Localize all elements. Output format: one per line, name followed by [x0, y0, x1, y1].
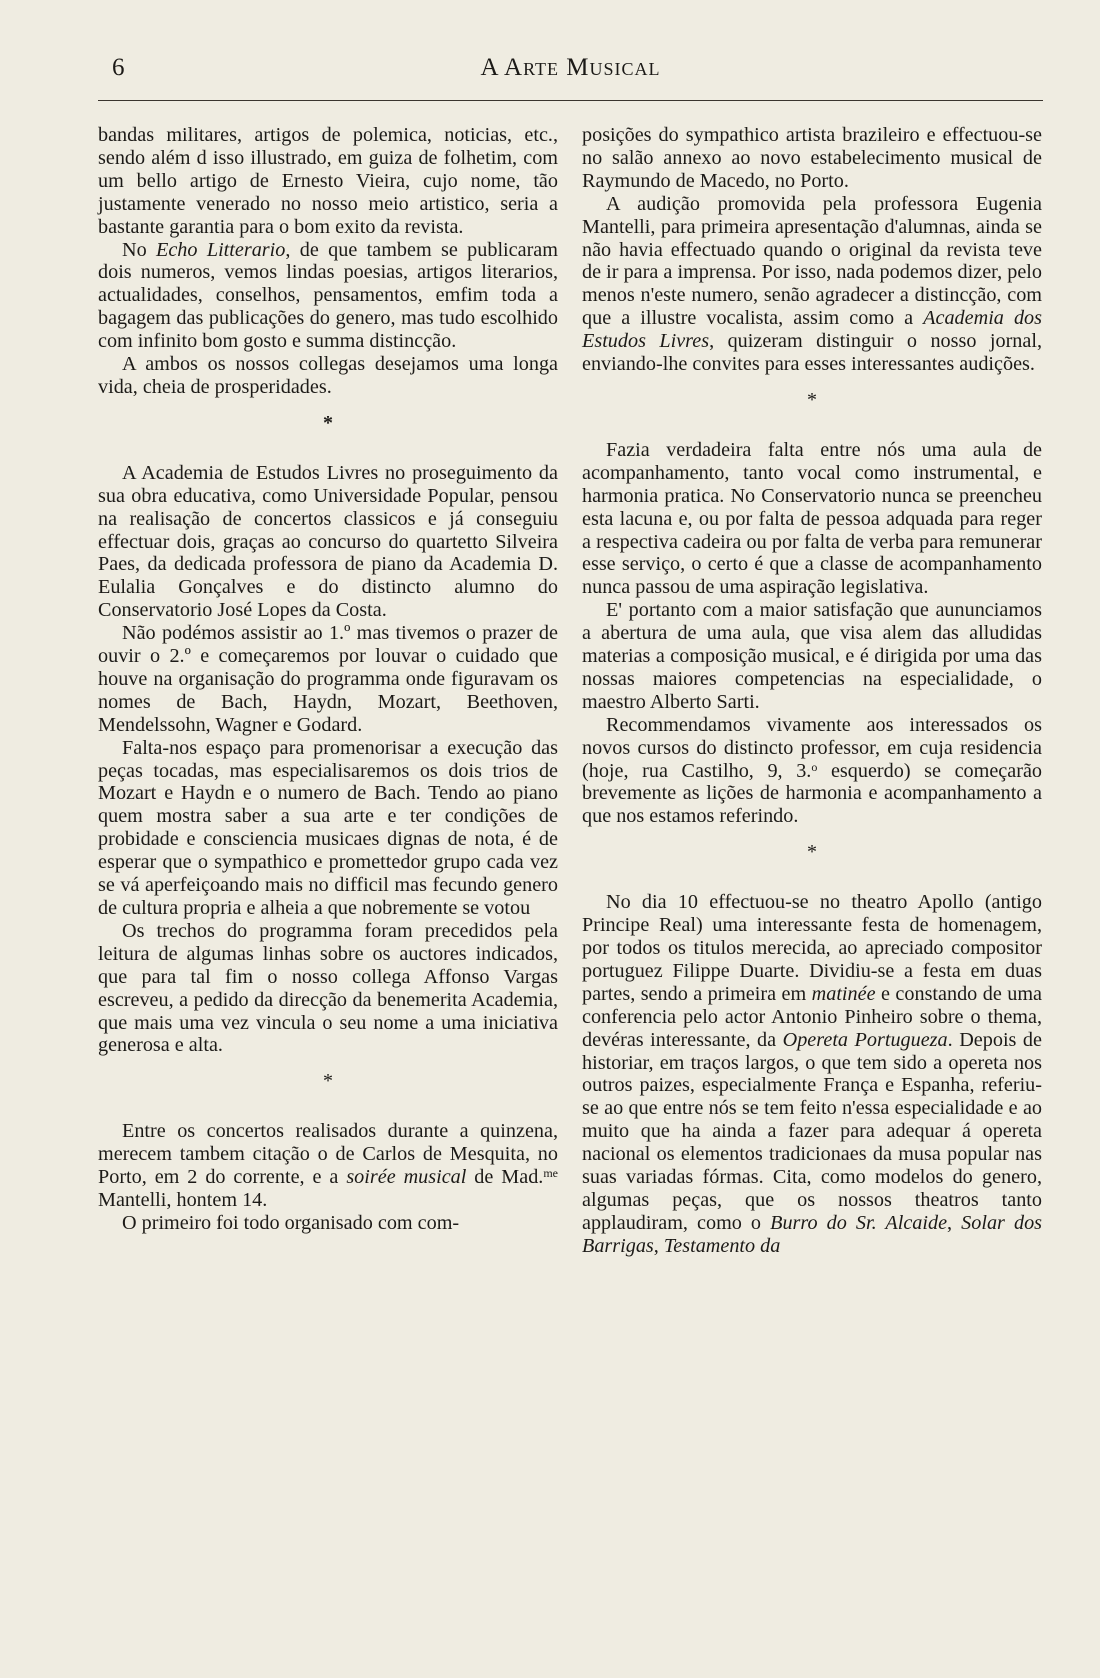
- paragraph: [582, 714, 1042, 829]
- text-run: A audição promovida pela professora Eugenia Mantelli, para primeira apresentação d'alumnas, ainda se não havia effectuado quando o original da revista teve de ir para a imprensa. Por isso, nada podemos dizer, pelo menos n'este numero, senão agradecer a distincção, com que a illustre vocalista, assim como a: [582, 192, 1042, 330]
- section-separator: *: [323, 411, 333, 434]
- play-title: Burro do Sr. Alcaide: [770, 1211, 948, 1234]
- text-run: , quizeram distinguir o nosso jornal, enviando-lhe convites para esses interessantes audições.: [582, 330, 1043, 376]
- paragraph: [98, 239, 558, 354]
- play-title: Solar dos Barrigas: [582, 1211, 1043, 1257]
- text-run: Recommendamos vivamente aos interessados os novos cursos do distincto professor, em cuja residencia (hoje, rua Castilho, 9, 3.: [582, 713, 1042, 782]
- paragraph: A ambos os nossos collegas desejamos uma longa vida, cheia de prosperidades.: [98, 353, 558, 398]
- text-run: Mantelli, hontem 14.: [98, 1188, 268, 1211]
- superscript: me: [543, 1166, 559, 1181]
- paragraph: posições do sympathico artista brazileiro e effectuou-se no salão annexo ao novo estabelecimento musical de Raymundo de Macedo, no Porto.: [582, 124, 1042, 192]
- paragraph: Não podémos assistir ao 1.º mas tivemos o prazer de ouvir o 2.º e começaremos por louvar o cuidado que houve na organisação do programma onde figuravam os nomes de Bach, Haydn, Mozart, Beethoven, Mendelssohn, Wagner e Godard.: [98, 622, 558, 736]
- right-column: [582, 124, 1042, 1258]
- section-separator: *: [807, 841, 817, 864]
- paragraph: O primeiro foi todo organisado com com-: [122, 1211, 460, 1234]
- italic-term: Opereta Portugueza: [782, 1028, 948, 1051]
- text-run: ,: [653, 1234, 664, 1257]
- paragraph: Os trechos do programma foram precedidos pela leitura de algumas linhas sobre os auctores indicados, que para tal fim o nosso collega Affonso Vargas escreveu, a pedido da direcção da benemerita Academia, que mais uma vez vincula o seu nome a uma iniciativa generosa e alta.: [98, 919, 558, 1057]
- italic-term: matinée: [811, 982, 876, 1005]
- text-run: , de que tambem se publicaram dois numeros, vemos lindas poesias, artigos literarios, actualidades, conselhos, pensamentos, emfim toda a bagagem das publicações do genero, mas tudo escolhido com infinito bom gosto e summa distincção.: [98, 238, 558, 353]
- paragraph: bandas militares, artigos de polemica, noticias, etc., sendo além d isso illustrado, em guiza de folhetim, com um bello artigo de Ernesto Vieira, cujo nome, tão justamente venerado no nosso meio artistico, seria a bastante garantia para o bom exito da revista.: [98, 124, 558, 238]
- paragraph: Fazia verdadeira falta entre nós uma aula de acompanhamento, tanto vocal como instrumental, e harmonia pratica. No Conservatorio nunca se preencheu esta lacuna e, ou por falta de pessoa adquada para reger a respectiva cadeira ou por falta de verba para remunerar esse serviço, o certo é que a classe de acompanhamento nunca passou de uma aspiração legislativa.: [582, 438, 1042, 599]
- publication-title: Echo Litterario: [156, 238, 286, 261]
- paragraph: [582, 891, 1042, 1258]
- running-title: A Arte Musical: [480, 54, 661, 81]
- text-run: ,: [947, 1211, 962, 1234]
- paragraph: [98, 1120, 558, 1212]
- section-separator: *: [323, 1070, 333, 1093]
- institution-name: Academia dos Estudos Livres: [582, 307, 1042, 353]
- text-run: e constando de uma conferencia pelo actor Antonio Pinheiro sobre o thema, devéras interessante, da: [582, 982, 1042, 1051]
- text-run: esquerdo) se começarão brevemente as lições de harmonia e acompanhamento a que nos estamos referindo.: [582, 759, 1043, 828]
- play-title: Testamento da: [663, 1234, 781, 1257]
- paragraph: A Academia de Estudos Livres no proseguimento da sua obra educativa, como Universidade Popular, pensou na realisação de concertos classicos e já conseguiu effectuar dois, graças ao concurso do quartetto Silveira Paes, da dedicada professora de piano da Academia D. Eulalia Gonçalves e do distincto alumno do Conservatorio José Lopes da Costa.: [98, 461, 558, 622]
- page-header: [98, 44, 1043, 94]
- text-run: de Mad.: [466, 1166, 544, 1189]
- italic-term: soirée musical: [346, 1166, 467, 1189]
- header-rule: [98, 100, 1043, 101]
- paragraph: E' portanto com a maior satisfação que aununciamos a abertura de uma aula, que visa alem das alludidas materias a composição musical, e é dirigida por uma das nossas maiores competencias na especialidade, o maestro Alberto Sarti.: [582, 599, 1042, 713]
- paragraph: [582, 193, 1042, 376]
- superscript: o: [811, 759, 818, 774]
- text-run: Entre os concertos realisados durante a quinzena, merecem tambem citação o de Carlos de Mesquita, no Porto, em 2 do corrente, e a: [98, 1120, 558, 1189]
- section-separator: *: [807, 388, 817, 411]
- text-run: . Depois de historiar, em traços largos, o que tem sido a opereta nos outros paizes, especialmente França e Espanha, referiu-se ao que entre nós se tem feito n'essa especialidade e ao muito que ha ainda a fazer para adequar á opereta nacional os elementos tradicionaes da musa popular nas suas variadas fórmas. Cita, como modelos do genero, algumas peças, que os nossos theatros tanto applaudiram, como o: [582, 1028, 1042, 1234]
- text-run: No dia 10 effectuou-se no theatro Apollo (antigo Principe Real) uma interessante festa de homenagem, por todos os titulos merecida, ao apreciado compositor portuguez Filippe Duarte. Dividiu-se a festa em duas partes, sendo a primeira em: [582, 891, 1042, 1005]
- text-run: No: [122, 238, 157, 261]
- paragraph: Falta-nos espaço para promenorisar a execução das peças tocadas, mas especialisaremos os dois trios de Mozart e Haydn e o numero de Bach. Tendo ao piano quem mostra saber a sua arte e ter condições de probidade e consciencia musicaes dignas de nota, é de esperar que o sympathico e promettedor grupo cada vez se vá aperfeiçoando mais no difficil mas fecundo genero de cultura propria e alheia a que nobremente se votou: [98, 736, 558, 919]
- left-column: [98, 124, 558, 1235]
- page-number: 6: [112, 54, 125, 81]
